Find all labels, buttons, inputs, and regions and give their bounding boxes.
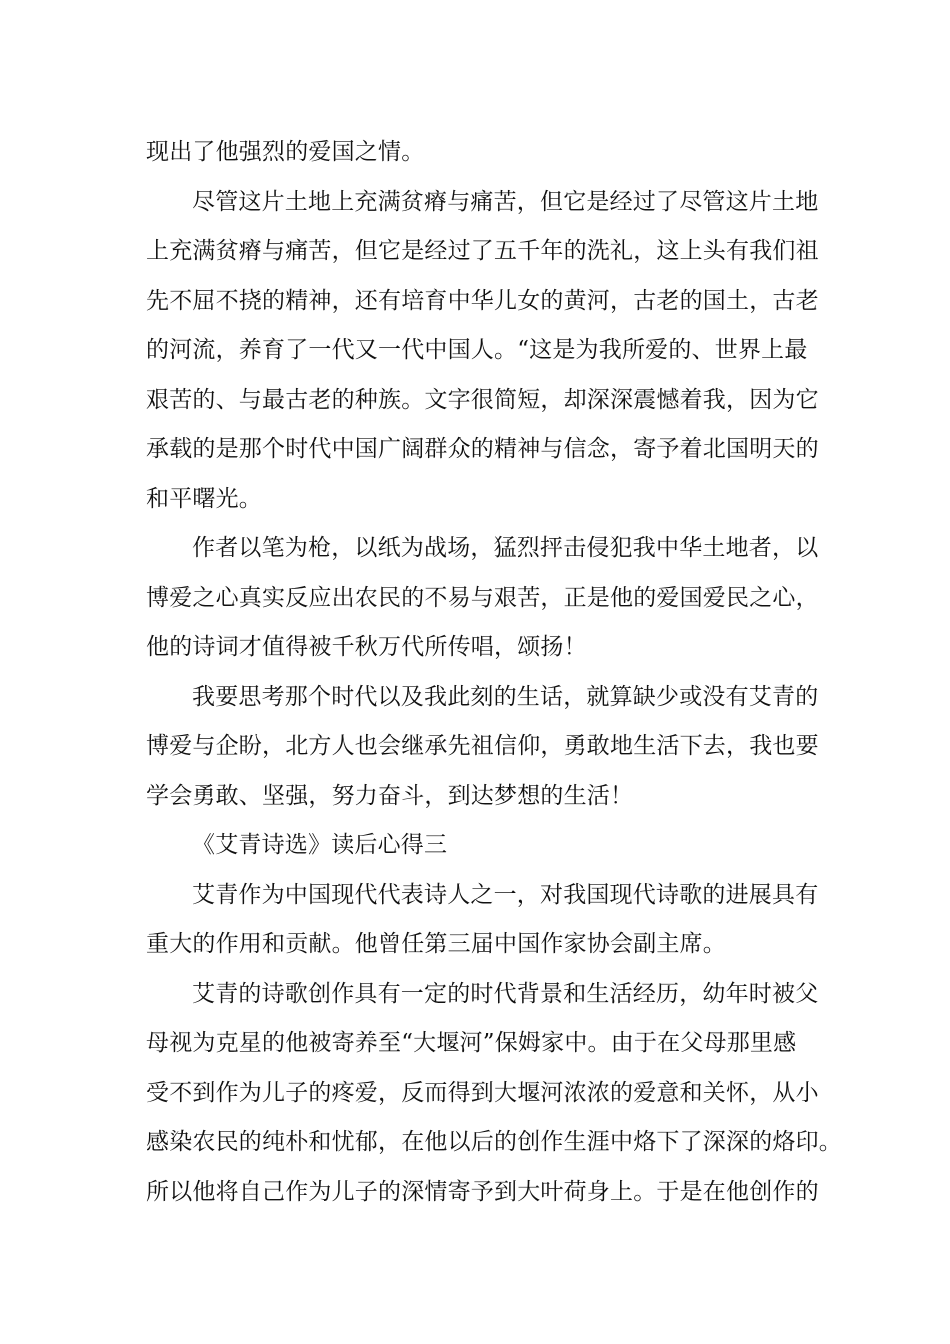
text-line: 博爱与企盼，北方人也会继承先祖信仰，勇敢地生活下去，我也要: [146, 733, 819, 759]
paragraph-start-line: 尽管这片土地上充满贫瘠与痛苦，但它是经过了尽管这片土地: [192, 188, 819, 215]
text-line: 承载的是那个时代中国广阔群众的精神与信念，寄予着北国明天的: [146, 436, 819, 462]
text-line: 感染农民的纯朴和忧郁，在他以后的创作生涯中烙下了深深的烙印。: [146, 1129, 842, 1155]
section-heading: 《艾青诗选》读后心得三: [192, 832, 448, 858]
paragraph-start-line: 艾青作为中国现代代表诗人之一，对我国现代诗歌的进展具有: [192, 881, 819, 908]
text-line: 博爱之心真实反应出农民的不易与艰苦，正是他的爱国爱民之心，: [146, 584, 819, 611]
text-line: 他的诗词才值得被千秋万代所传唱，颂扬！: [146, 634, 587, 660]
document-body: [146, 128, 842, 1217]
text-line: 受不到作为儿子的疼爱，反而得到大堰河浓浓的爱意和关怀，从小: [146, 1079, 819, 1106]
paragraph-start-line: 我要思考那个时代以及我此刻的生话，就算缺少或没有艾青的: [192, 683, 819, 710]
text-line: 学会勇敢、坚强，努力奋斗，到达梦想的生活！: [146, 782, 634, 809]
text-line: 艰苦的、与最古老的种族。文字很简短，却深深震憾着我，因为它: [146, 386, 819, 413]
text-line: 所以他将自己作为儿子的深情寄予到大叶荷身上。于是在他创作的: [146, 1178, 819, 1205]
text-line: 重大的作用和贡献。他曾任第三届中国作家协会副主席。: [146, 931, 726, 957]
text-line: 先不屈不挠的精神，还有培育中华儿女的黄河，古老的国土，古老: [146, 287, 819, 314]
text-line: 上充满贫瘠与痛苦，但它是经过了五千年的洗礼，这上头有我们祖: [146, 238, 819, 264]
paragraph-start-line: 作者以笔为枪，以纸为战场，猛烈抨击侵犯我中华土地者，以: [192, 535, 819, 561]
paragraph-start-line: 艾青的诗歌创作具有一定的时代背景和生活经历，幼年时被父: [192, 980, 819, 1007]
text-line: 母视为克星的他被寄养至“大堰河”保姆家中。由于在父母那里感: [146, 1030, 797, 1056]
text-line: 现出了他强烈的爱国之情。: [146, 139, 425, 165]
text-line: 的河流，养育了一代又一代中国人。“这是为我所爱的、世界上最: [146, 337, 808, 363]
text-line: 和平曙光。: [146, 485, 262, 512]
